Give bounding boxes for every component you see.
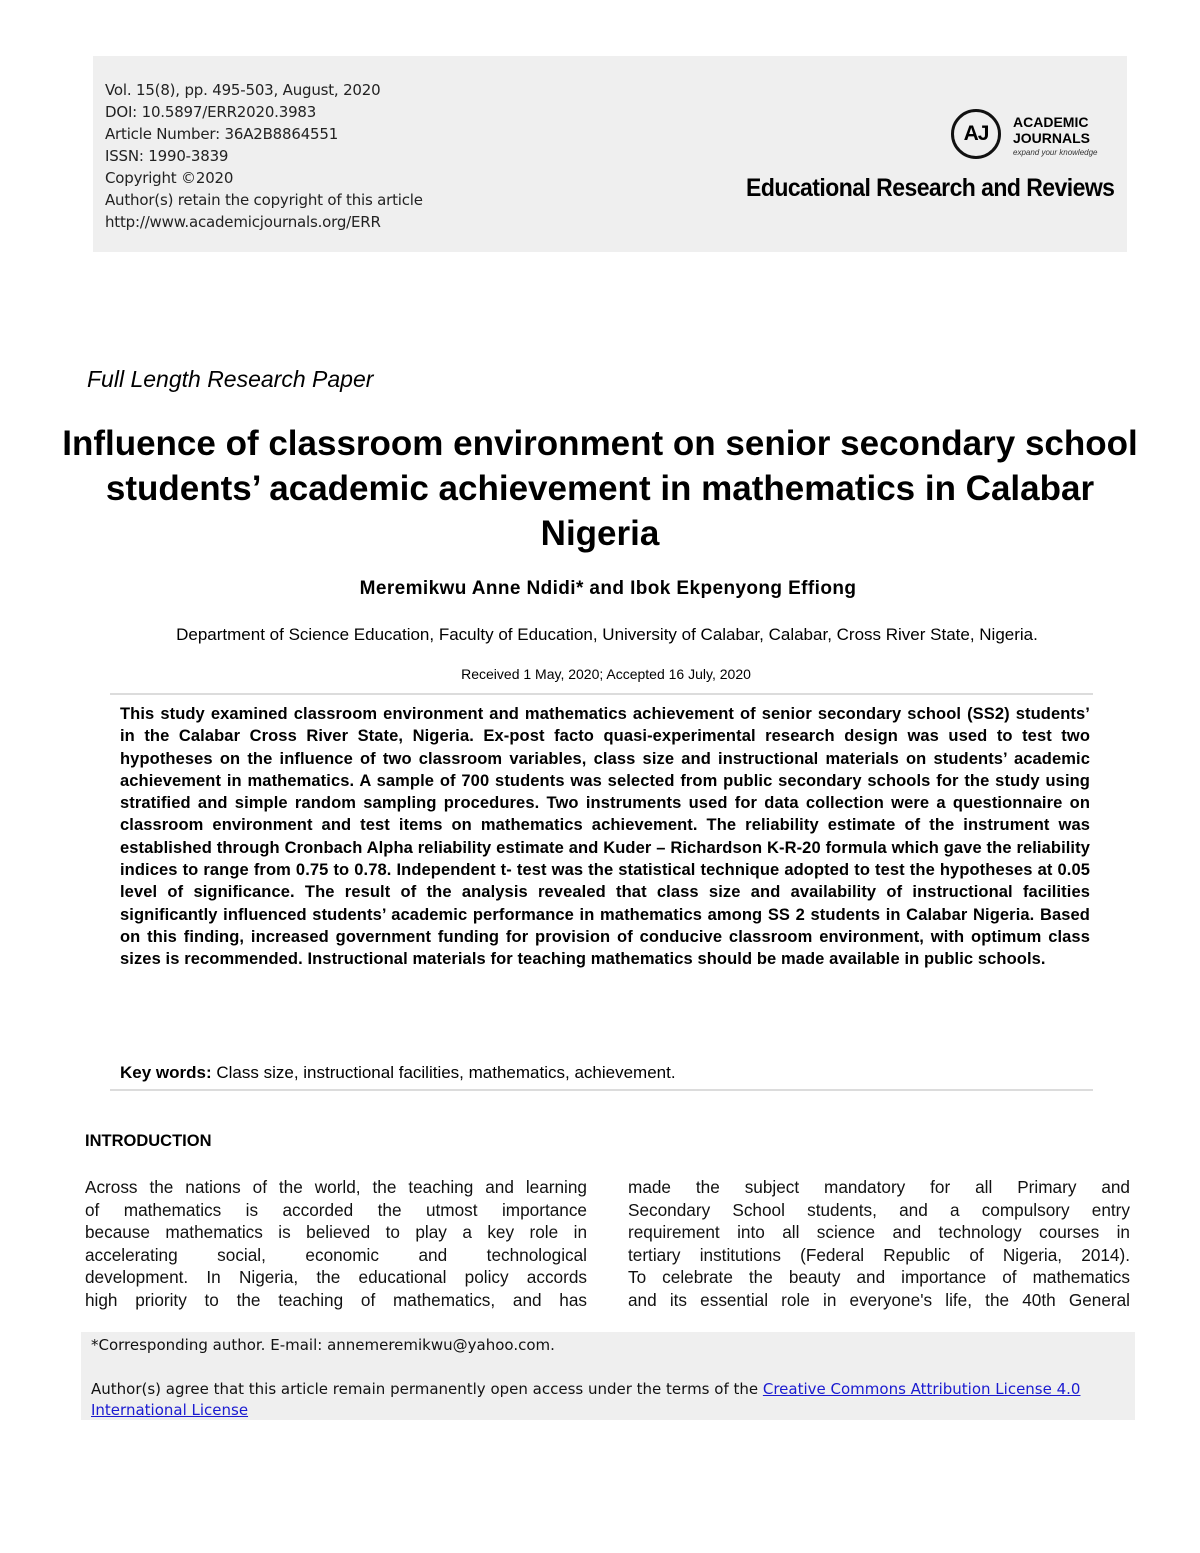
logo-mark: AJ bbox=[951, 109, 1001, 159]
logo-wordmark bbox=[1013, 114, 1090, 146]
abstract-section bbox=[110, 693, 1093, 1091]
logo-line1: ACADEMIC bbox=[1013, 114, 1089, 130]
intro-line: because mathematics is believed to play a key role in bbox=[85, 1222, 587, 1242]
logo-line2: JOURNALS bbox=[1013, 130, 1091, 146]
footnote-box bbox=[81, 1332, 1135, 1420]
corresponding-author: *Corresponding author. E-mail: annemeremikwu@yahoo.com. bbox=[91, 1336, 555, 1354]
paper-title: Influence of classroom environment on senior secondary school students’ academic achievement in mathematics in Calabar Nigeria bbox=[62, 424, 1138, 553]
intro-line: requirement into all science and technology courses in bbox=[628, 1222, 1130, 1242]
meta-article-number: Article Number: 36A2B8864551 bbox=[105, 125, 339, 143]
intro-line: of mathematics is accorded the utmost importance bbox=[85, 1199, 587, 1220]
intro-column-left bbox=[85, 1176, 587, 1311]
intro-line: Secondary School students, and a compulsory entry bbox=[628, 1199, 1130, 1220]
intro-line: development. In Nigeria, the educational policy accords bbox=[85, 1267, 587, 1287]
journal-header bbox=[93, 56, 1127, 252]
logo-tagline: expand your knowledge bbox=[1013, 148, 1098, 157]
abstract-text: This study examined classroom environment and mathematics achievement of senior secondary school (SS2) students’ in the Calabar Cross River State, Nigeria. Ex-post facto quasi-experimental research design was used to test two hypotheses on the influence of two classroom variables, class size and instructional materials on students’ academic achievement in mathematics. A sample of 700 students was selected from public secondary schools for the study using stratified and simple random sampling procedures. Two instruments used for data collection were a questionnaire on classroom environment and test items on mathematics achievement. The reliability estimate of the instrument was established through Cronbach Alpha reliability estimate and Kuder – Richardson K-R-20 formula which gave the reliability indices to range from 0.75 to 0.78. Independent t- test was the statistical technique adopted to test the hypotheses at 0.05 level of significance. The result of the analysis revealed that class size and availability of instructional facilities significantly influenced students’ academic performance in mathematics among SS 2 students in Calabar Nigeria. Based on this finding, increased government funding for provision of conducive classroom environment, with optimum class sizes is recommended. Instructional materials for teaching mathematics should be made available in public schools. bbox=[120, 705, 1090, 969]
intro-line: accelerating social, economic and technological bbox=[85, 1244, 587, 1265]
license-text: Author(s) agree that this article remain permanently open access under the terms of the bbox=[91, 1380, 763, 1398]
intro-line: high priority to the teaching of mathematics, and has bbox=[85, 1289, 587, 1310]
keywords bbox=[120, 1063, 676, 1083]
license-note bbox=[91, 1379, 1121, 1421]
received-dates: Received 1 May, 2020; Accepted 16 July, 2020 bbox=[461, 666, 751, 682]
intro-line: Across the nations of the world, the teaching and learning bbox=[85, 1177, 587, 1197]
intro-line: To celebrate the beauty and importance of mathematics bbox=[628, 1267, 1130, 1287]
keywords-list: Class size, instructional facilities, mathematics, achievement. bbox=[216, 1063, 676, 1082]
meta-url[interactable]: http://www.academicjournals.org/ERR bbox=[105, 213, 381, 231]
meta-rights: Author(s) retain the copyright of this article bbox=[105, 191, 423, 209]
intro-column-right bbox=[628, 1176, 1130, 1311]
intro-line: and its essential role in everyone's life, the 40th General bbox=[628, 1289, 1130, 1310]
affiliation: Department of Science Education, Faculty of Education, University of Calabar, Calabar, Cross River State, Nigeria. bbox=[176, 625, 1038, 644]
academic-journals-logo bbox=[951, 109, 1131, 165]
license-link[interactable]: Creative Commons Attribution License 4.0 International License bbox=[91, 1380, 1081, 1419]
meta-doi: DOI: 10.5897/ERR2020.3983 bbox=[105, 103, 317, 121]
article-type: Full Length Research Paper bbox=[87, 366, 374, 392]
intro-line: tertiary institutions (Federal Republic of Nigeria, 2014). bbox=[628, 1244, 1130, 1265]
article-metadata bbox=[105, 79, 423, 233]
introduction-heading: INTRODUCTION bbox=[85, 1132, 212, 1150]
meta-issn: ISSN: 1990-3839 bbox=[105, 147, 229, 165]
intro-line: made the subject mandatory for all Primary and bbox=[628, 1177, 1130, 1197]
meta-volume: Vol. 15(8), pp. 495-503, August, 2020 bbox=[105, 81, 381, 99]
journal-name: Educational Research and Reviews bbox=[745, 174, 1114, 202]
keywords-label: Key words: bbox=[120, 1063, 212, 1082]
authors: Meremikwu Anne Ndidi* and Ibok Ekpenyong Effiong bbox=[359, 578, 857, 599]
meta-copyright: Copyright ©2020 bbox=[105, 169, 234, 187]
